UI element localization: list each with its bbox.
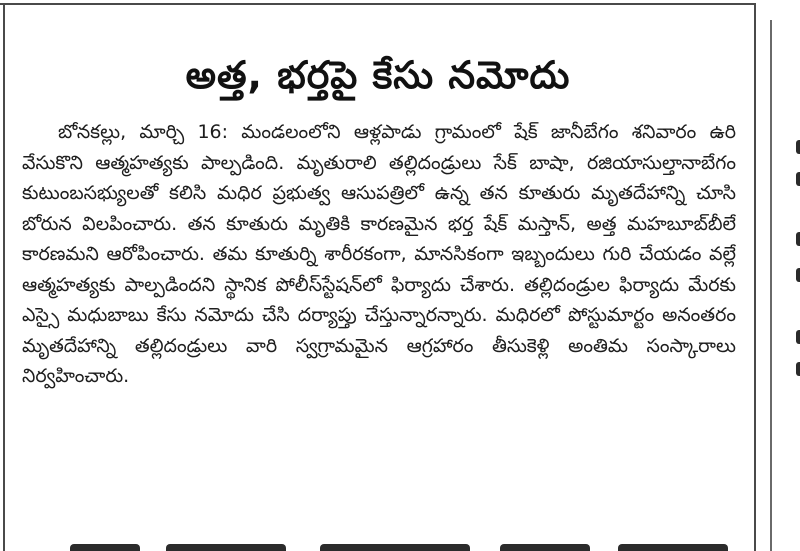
cut-off-next-article-line xyxy=(70,538,730,551)
column-separator xyxy=(770,20,772,551)
article-headline: అత్త, భర్తపై కేసు నమోదు xyxy=(185,53,571,98)
adjacent-column-edge xyxy=(774,0,800,551)
clipping-border-right xyxy=(754,3,756,551)
article-body: బోనకల్లు, మార్చి 16: మండలంలోని ఆళ్లపాడు గ్రామంలో షేక్ జానీబేగం శనివారం ఉరి వేసుకొని ఆత్మహత్యకు పాల్పడింది. మృతురాలి తల్లిదండ్రులు సేక్ బాషా, రజియాసుల్తానాబేగం కుటుంబసభ్యులతో కలిసి మధిర ప్రభుత్వ ఆసుపత్రిలో ఉన్న తన కూతురు మృతదేహాన్ని చూసి బోరున విలపించారు. తన కూతురు మృతికి కారణమైన భర్త షేక్ మస్తాన్, అత్త మహబూబ్‌బీలే కారణమని ఆరోపించారు. తమ కూతుర్ని శారీరకంగా, మానసికంగా ఇబ్బందులు గురి చేయడం వల్లే ఆత్మహత్యకు పాల్పడిందని స్థానిక పోలీస్‌స్టేషన్‌లో ఫిర్యాదు చేశారు. తల్లిదండ్రుల ఫిర్యాదు మేరకు ఎస్సై మధుబాబు కేసు నమోదు చేసి దర్యాప్తు చేస్తున్నారన్నారు. మధిరలో పోస్టుమార్టం అనంతరం మృతదేహాన్ని తల్లిదండ్రులు వారి స్వగ్రామమైన ఆగ్రహారం తీసుకెళ్లి అంతిమ సంస్కారాలు నిర్వహించారు. xyxy=(22,121,736,387)
clipping-border-left xyxy=(3,3,5,551)
clipping-border-top xyxy=(0,3,756,5)
